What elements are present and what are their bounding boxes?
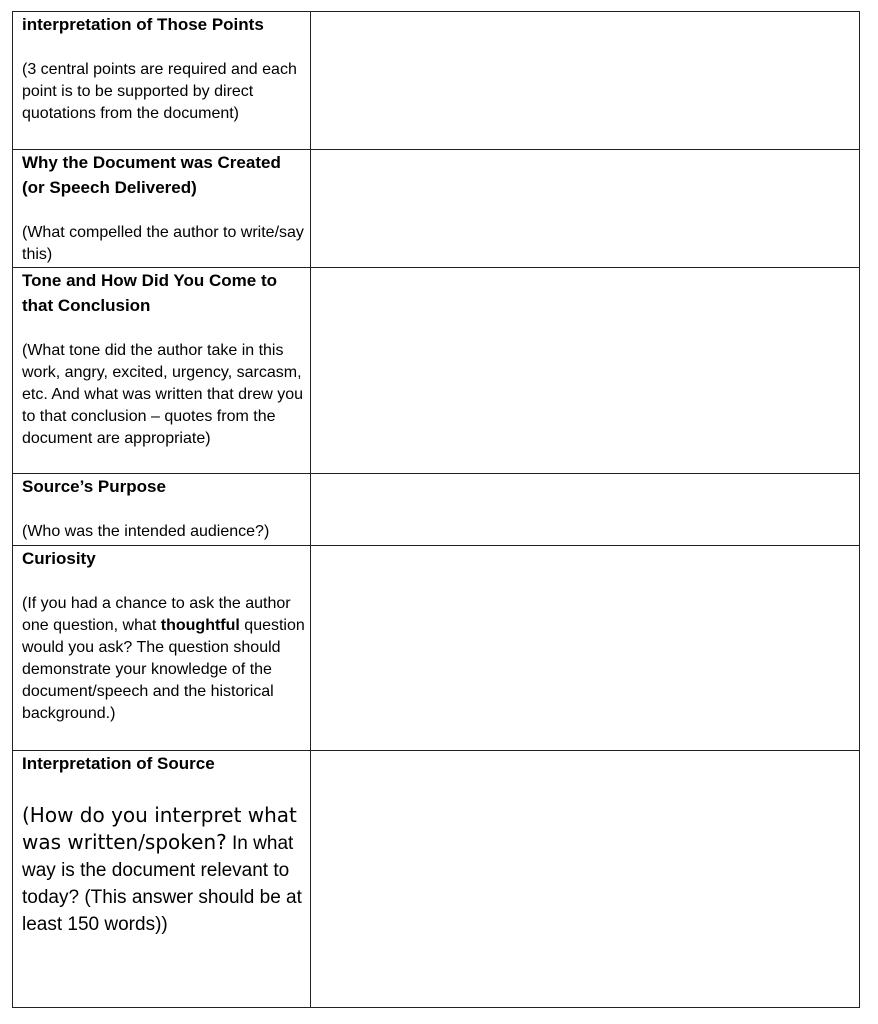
label-cell (13, 150, 311, 268)
row-description: (Who was the intended audience?) (22, 523, 270, 540)
row-description-emphasis: thoughtful (160, 617, 240, 634)
label-cell (13, 546, 311, 751)
row-description: (What compelled the author to write/say this) (22, 224, 304, 263)
row-heading: Source’s Purpose (22, 477, 166, 496)
table-row (13, 474, 860, 546)
answer-cell[interactable] (311, 751, 860, 1008)
row-description-start: (If you had a chance to ask the author one question, what (22, 595, 291, 634)
worksheet-table (12, 11, 860, 1008)
row-description-end: question would you ask? The question should demonstrate your knowledge of the document/speech and the historical background.) (22, 617, 305, 722)
answer-cell[interactable] (311, 150, 860, 268)
row-heading: Tone and How Did You Come to that Conclusion (22, 271, 277, 315)
row-heading: Interpretation of Source (22, 754, 215, 773)
row-description: (3 central points are required and each point is to be supported by direct quotations from the document) (22, 61, 297, 122)
label-cell (13, 12, 311, 150)
label-cell (13, 268, 311, 474)
table-row (13, 150, 860, 268)
table-row (13, 268, 860, 474)
label-cell (13, 751, 311, 1008)
row-description: (What tone did the author take in this work, angry, excited, urgency, sarcasm, etc. And what was written that drew you to that conclusion – quotes from the document are appropriate) (22, 342, 304, 447)
table-row (13, 751, 860, 1008)
table-row (13, 12, 860, 150)
row-description (22, 802, 306, 938)
answer-cell[interactable] (311, 546, 860, 751)
answer-cell[interactable] (311, 474, 860, 546)
row-heading: interpretation of Those Points (22, 15, 264, 34)
table-row (13, 546, 860, 751)
row-description-part1: (How do you interpret what was written/spoken? (22, 803, 297, 854)
row-description-part2: In what way is the document relevant to today? (This answer should be at least 150 words)) (22, 833, 302, 935)
answer-cell[interactable] (311, 268, 860, 474)
row-description (22, 593, 306, 725)
answer-cell[interactable] (311, 12, 860, 150)
label-cell (13, 474, 311, 546)
row-heading: Why the Document was Created (or Speech Delivered) (22, 153, 281, 197)
row-heading: Curiosity (22, 549, 96, 568)
